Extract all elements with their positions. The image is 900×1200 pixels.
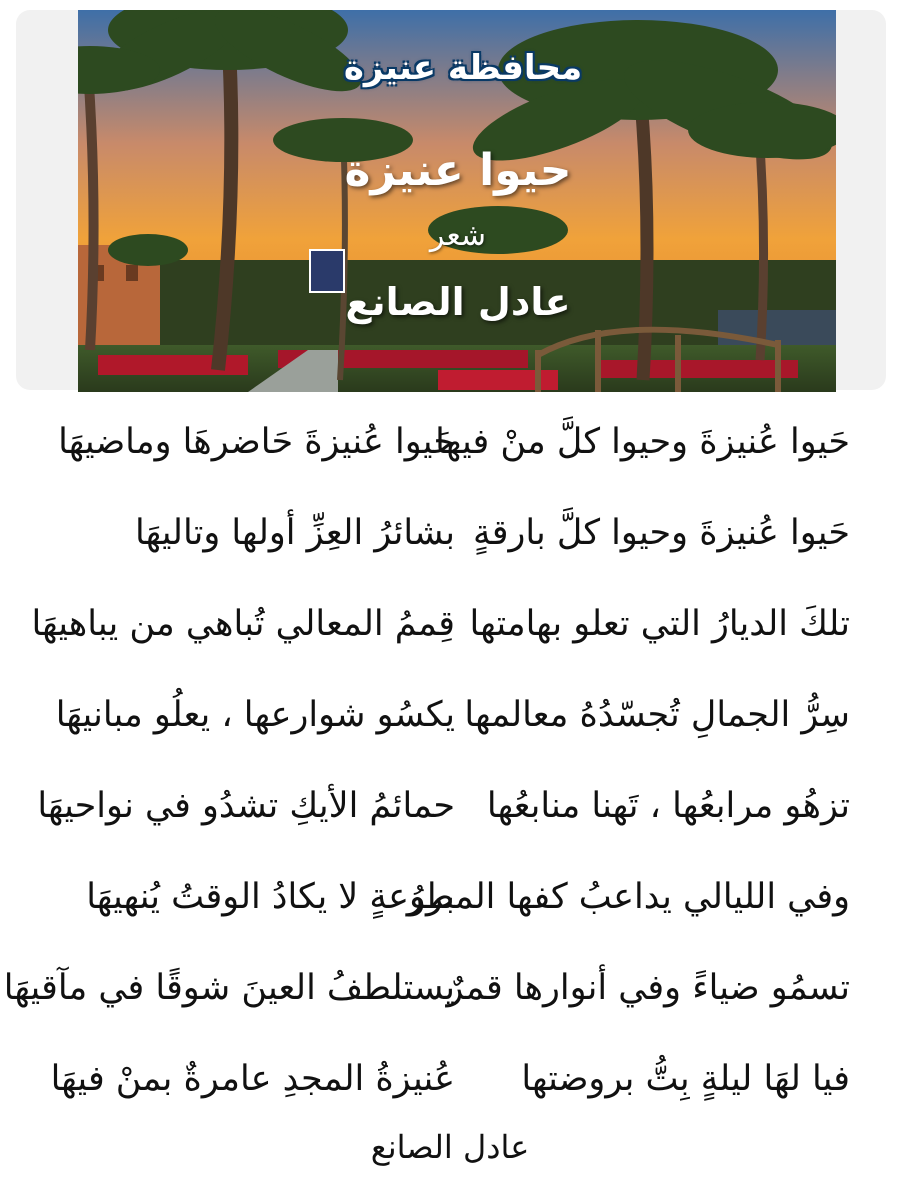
poet-signature: عادل الصانع (370, 1128, 530, 1166)
poem-title: حيوا عنيزة (344, 145, 572, 196)
verse-first-hemistich: حَيوا عُنيزةَ وحيوا كلَّ منْ فيها (435, 422, 850, 462)
verse-second-hemistich: حمائمُ الأيكِ تشدُو في نواحيهَا (37, 786, 455, 826)
verse (37, 776, 850, 867)
verse (50, 1049, 850, 1140)
verse-second-hemistich: عُنيزةُ المجدِ عامرةٌ بمنْ فيهَا (50, 1059, 455, 1099)
poem-subtitle: شعر (429, 218, 487, 253)
verse (3, 958, 850, 1049)
verse (31, 594, 850, 685)
verse-first-hemistich: سِرُّ الجمالِ تُجسّدُهُ معالمها (464, 695, 850, 735)
verse-first-hemistich: تزهُو مرابعُها ، تَهنا منابعُها (486, 786, 850, 826)
verse-first-hemistich: تسمُو ضياءً وفي أنوارها قمرٌ (446, 968, 850, 1008)
verse-second-hemistich: بشائرُ العِزِّ أولها وتاليهَا (134, 513, 455, 553)
verse (60, 867, 850, 958)
verse-first-hemistich: تلكَ الديارُ التي تعلو بهامتها (469, 604, 850, 644)
verse (60, 412, 850, 503)
banner-image (78, 10, 836, 392)
verse-first-hemistich: فيا لهَا ليلةٍ بِتُّ بروضتها (521, 1059, 850, 1099)
verse (60, 503, 850, 594)
verse-second-hemistich: قِممُ المعالي تُباهي من يباهيهَا (31, 604, 455, 644)
poem-body (3, 412, 850, 1140)
poet-name: عادل الصانع (345, 280, 571, 324)
verse-second-hemistich: حَيوا عُنيزةَ حَاضرهَا وماضيهَا (58, 422, 455, 462)
verse-second-hemistich: يكسُو شوارعها ، يعلُو مبانيهَا (55, 695, 455, 735)
district-label: محافظة عنيزة (343, 48, 583, 88)
verse-first-hemistich: حَيوا عُنيزةَ وحيوا كلَّ بارقةٍ (472, 513, 850, 553)
verse-first-hemistich: وفي الليالي يداعبُ كفها المطرُ (406, 877, 850, 917)
verse-second-hemistich: بروعةٍ لا يكادُ الوقتُ يُنهيهَا (86, 877, 455, 917)
verse (55, 685, 850, 776)
verse-second-hemistich: يستلطفُ العينَ شوقًا في مآقيهَا (3, 968, 455, 1008)
